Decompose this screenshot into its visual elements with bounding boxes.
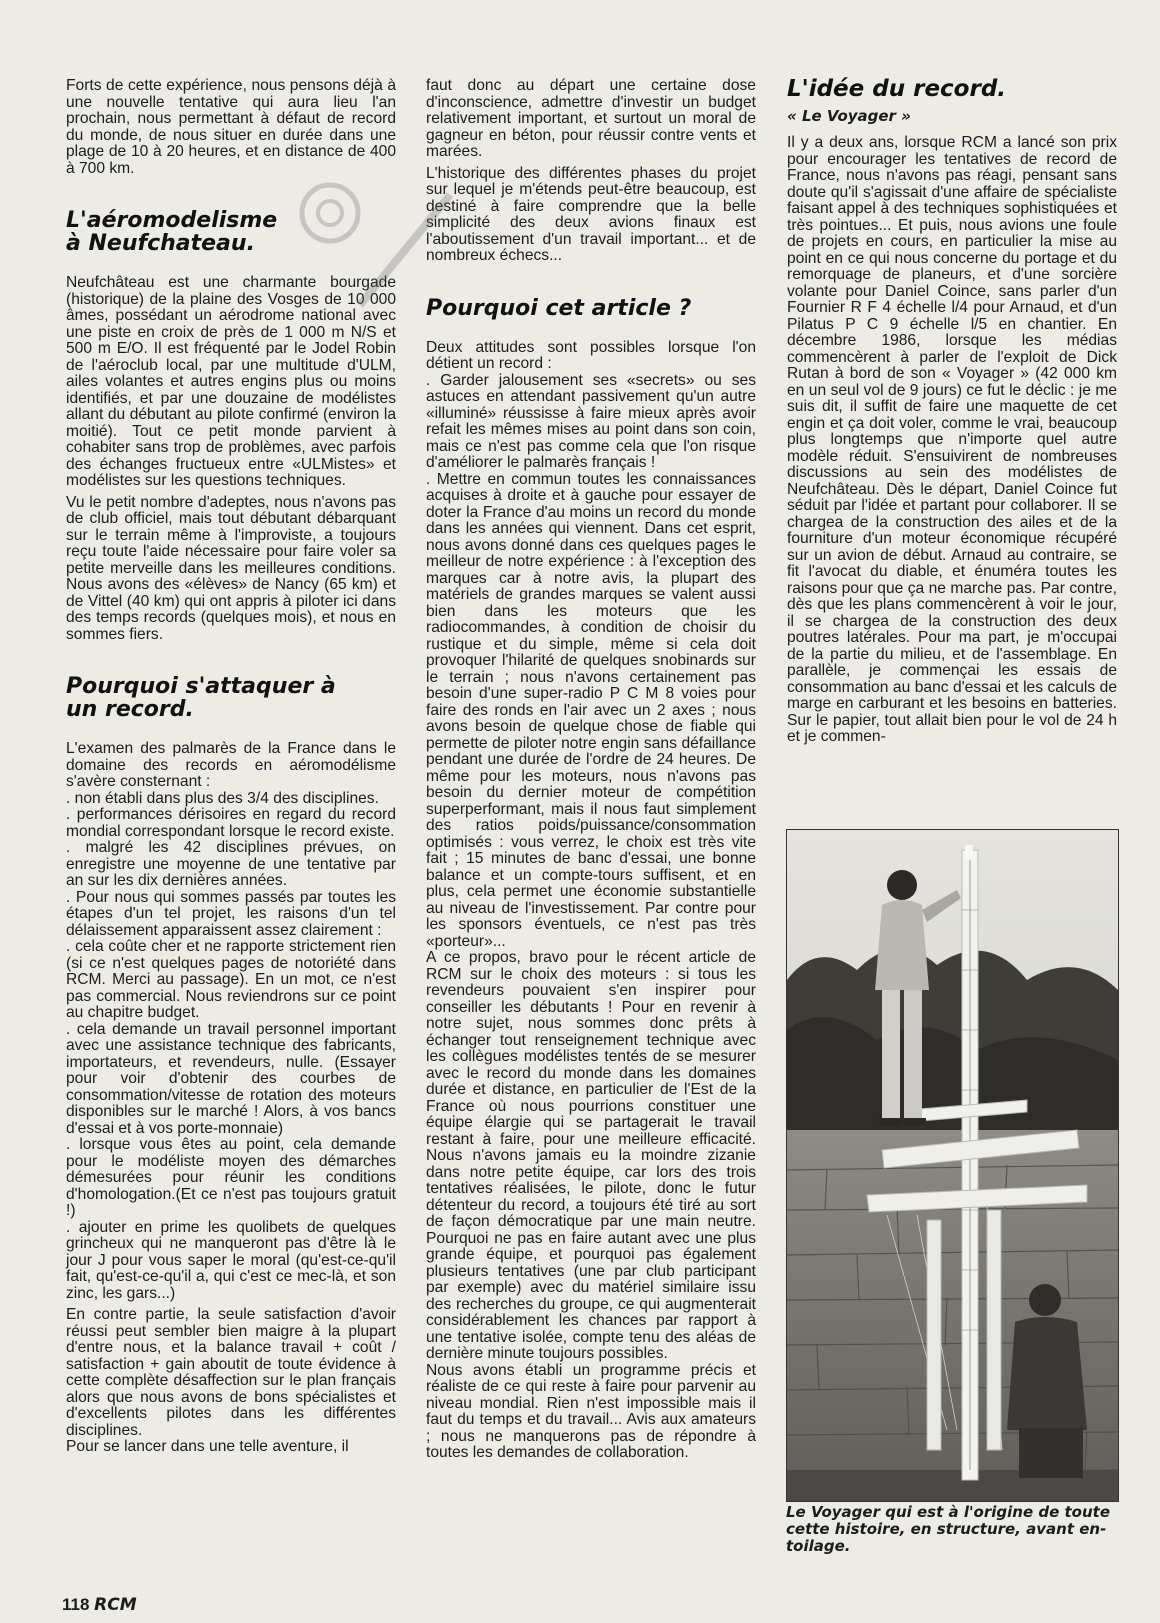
column-2 [426, 78, 756, 1462]
paragraph: faut donc au départ une certaine dose d'inconscience, admettre d'investir un budget relativement important, et surtout un moral de gagneur en béton, pour réussir contre vents et marées. [426, 77, 756, 160]
paragraph: L'examen des palmarès de la France dans le domaine des records en aéromodélisme s'avère consternant : . non établi dans plus des 3/4 des disciplines. . performances dérisoires en regard du record mondial correspondant lorsque le record existe. . malgré les 42 disciplines prévues, on enregistre une moyenne de une tentative par an sur les dix dernières années. . Pour nous qui sommes passés par toutes les étapes d'un tel projet, les raisons d'un tel délaissement apparaissent assez clairement : . cela coûte cher et ne rapporte strictement rien (si ce n'est quelques pages de notoriété dans RCM. Merci au passage). En un mot, ce n'est pas commercial. Nous reviendrons sur ce point au chapitre budget. . cela demande un travail personnel important avec une assistance technique des fabricants, importateurs, et revendeurs, nulle. (Essayer pour voir d'obtenir des courbes de consommation/vitesse de rotation des moteurs disponibles sur le marché ! Alors, à vos bancs d'essai et à vos porte-monnaie) . lorsque vous êtes au point, cela demande pour le modéliste moyen des démarches démesurées pour réunir les conditions d'homologation.(Et ce n'est pas toujours gratuit !) . ajouter en prime les quolibets de quelques grincheux qui ne manqueront pas d'être là le jour J pour vous saper le moral (qu'est-ce-qu'il fait, qu'est-ce-qu'il a, qui c'est ce mec-là, et son zinc, les gars...) [66, 740, 396, 1302]
photo-caption: Le Voyager qui est à l'origine de toute cette histoire, en structure, avant en- toilage. [786, 1503, 1110, 1555]
paragraph: En contre partie, la seule satisfaction d'avoir réussi peut sembler bien maigre à la plupart d'entre nous, et la balance travail + coût / satisfaction + gain aboutit de toute évidence à cette complète désaffection sur le plan français alors que nous avons de bons spécialistes et d'excellents pilotes dans les différentes disciplines. Pour se lancer dans une telle aventure, il [66, 1306, 396, 1455]
photo-illustration [787, 830, 1118, 1501]
paragraph: Vu le petit nombre d'adeptes, nous n'avons pas de club officiel, mais tout débutant débarquant sur le terrain même à l'improviste, a toujours reçu toute l'aide nécessaire pour faire voler sa petite merveille dans les meilleures conditions. Nous avons des «élèves» de Nancy (65 km) et de Vittel (40 km) qui ont appris à piloter ici dans des temps records (quelques mois), et nous en sommes fiers. [66, 493, 396, 643]
paragraph: Deux attitudes sont possibles lorsque l'on détient un record : . Garder jalousement ses «secrets» ou ses astuces en attendant passivement qu'un autre «illuminé» réussisse à faire mieux après avoir refait les mêmes mises au point dans son coin, mais ce n'est pas comme cela que l'on risque d'améliorer le palmarès français ! . Mettre en commun toutes les connaissances acquises à droite et à gauche pour essayer de doter la France d'au moins un record du monde dans les années qui viennent. Dans cet esprit, nous avons donné dans ces quelques pages le meilleur de notre expérience : à l'exception des marques car à notre avis, la plupart des matériels de grandes marques se valent aussi bien dans les moteurs que les radiocommandes, à condition de choisir du rustique et du simple, même si cela doit provoquer l'hilarité de quelques snobinards sur le terrain ; nous n'avons certainement pas besoin d'une super-radio P C M 8 voies pour faire des ronds en l'air avec un 2 axes ; nous avons besoin de quelque chose de fiable qui permette de piloter notre engin sans défaillance pendant une durée de l'ordre de 24 heures. De même pour les moteurs, nous n'avons pas besoin du dernier moteur de compétition superperformant, mais il nous faut simplement des ratios poids/puissance/consommation optimisés : vous verrez, le choix est très vite fait ; 15 minutes de banc d'essai, une bonne balance et un compte-tours suffisent, et en plus, cela permet une économie substantielle au niveau de l'investissement. Par contre pour les sponsors éventuels, ce n'est pas très «porteur»... A ce propos, bravo pour le récent article de RCM sur le choix des moteurs : si tous les revendeurs pouvaient s'en inspirer pour conseiller les débutants ! Pour en revenir à notre sujet, nous sommes donc prêts à échanger tout renseignement technique avec les collègues modélistes tentés de se mesurer avec le record du monde dans les domaines durée et distance, en particulier de l'Est de la France où nous pourrions constituer une équipe élargie qui se partagerait le travail restant à faire, pour une meilleure efficacité. Nous n'avons jamais eu la moindre zizanie dans notre petite équipe, car lors des trois tentatives réalisées, le pilote, donc le futur détenteur du record, a toujours été tiré au sort de façon démocratique par une main neutre. Pourquoi ne pas en faire autant avec une plus grande équipe, et pourquoi pas également plusieurs tentatives (une par club participant par exemple) avec du matériel similaire issu des recherches du groupe, ce qui augmenterait considérablement les chances par rapport à une tentative isolée, compte tenu des aléas de dernière minute toujours possibles. Nous avons établi un programme précis et réaliste de ce qui reste à faire pour parvenir au niveau mondial. Rien n'est impossible mais il faut du temps et du travail... Avis aux amateurs ; nous ne manquerons pas de répondre à toutes les demandes de collaboration. [426, 338, 756, 1461]
paragraph: Neufchâteau est une charmante bourgade (historique) de la plaine des Vosges de 10 000 âmes, possédant un aérodrome national avec une piste en croix de près de 1 000 m N/S et 500 m E/O. Il est fréquenté par le Jodel Robin de l'aéroclub local, par une multitude d'ULM, ailes volantes et autres engins plus ou moins identifiés, et par une douzaine de modélistes allant du débutant au pilote confirmé (environ la moitié). Tout ce petit monde parvient à cohabiter sans trop de problèmes, avec parfois des échanges fructueux entre «ULMistes» et modélistes sur les questions techniques. [66, 274, 396, 489]
section-heading: Pourquoi s'attaquer à un record. [66, 674, 336, 722]
paragraph: Forts de cette expérience, nous pensons déjà à une nouvelle tentative qui aura lieu l'an prochain, nous permettant à défaut de record du monde, de nous situer en durée dans une plage de 10 à 20 heures, et en distance de 400 à 700 km. [66, 77, 396, 177]
page-footer [62, 1595, 137, 1615]
voyager-photo [786, 829, 1119, 1502]
section-heading: Pourquoi cet article ? [426, 295, 692, 321]
magazine-name: RCM [94, 1595, 137, 1615]
column-3 [787, 78, 1117, 746]
paragraph: Il y a deux ans, lorsque RCM a lancé son prix pour encourager les tentatives de record de France, nous n'avons pas réagi, pensant sans doute qu'il s'agissait d'une affaire de spécialiste faisant appel à des techniques sophistiquées et très pointues... Et puis, nous avions une foule de projets en cours, en particulier la mise au point en ce qui nous concerne du portage et du remorquage de planeurs, et d'une sorcière volante pour Daniel Coince, sans parler d'un Fournier R F 4 échelle l/4 pour Arnaud, et d'un Pilatus P C 9 échelle l/5 en chantier. En décembre 1986, lorsque les médias commencèrent à parler de l'exploit de Dick Rutan à bord de son « Voyager » (42 000 km en un seul vol de 9 jours) ce fut le déclic : je me suis dit, il suffit de faire une maquette de cet engin et ça doit voler, comme le vrai, beaucoup plus longtemps que n'importe quel autre modèle réduit. S'ensuivirent de nombreuses discussions au sein des modélistes de Neufchâteau. Dès le départ, Daniel Coince fut séduit par l'idée et partant pour collaborer. Il se chargea de la construction des ailes et de la fourniture d'un moteur économique récupéré sur un avion de début. Arnaud au contraire, se fit l'avocat du diable, et énuméra toutes les raisons pour que ça ne marche pas. Par contre, dès que les plans commencèrent à voir le jour, il se chargea de la construction des deux poutres latérales. Pour ma part, je m'occupai de la partie du milieu, et de l'assemblage. En parallèle, je commençai les essais de consommation au banc d'essai et les calculs de marge en carburant et les besoins en batteries. Sur le papier, tout allait bien pour le vol de 24 h et je commen- [787, 134, 1117, 745]
page-number: 118 [62, 1595, 90, 1614]
subheading: « Le Voyager » [787, 107, 911, 125]
section-heading: L'aéromodelisme à Neufchateau. [66, 208, 278, 256]
column-1 [66, 78, 396, 1456]
section-heading: L'idée du record. [787, 76, 1007, 102]
paragraph: L'historique des différentes phases du projet sur lequel je m'étends peut-être beaucoup, est destiné à faire comprendre que la belle simplicité des deux avions finaux est l'aboutissement d'un travail important... et de nombreux échecs... [426, 164, 756, 264]
